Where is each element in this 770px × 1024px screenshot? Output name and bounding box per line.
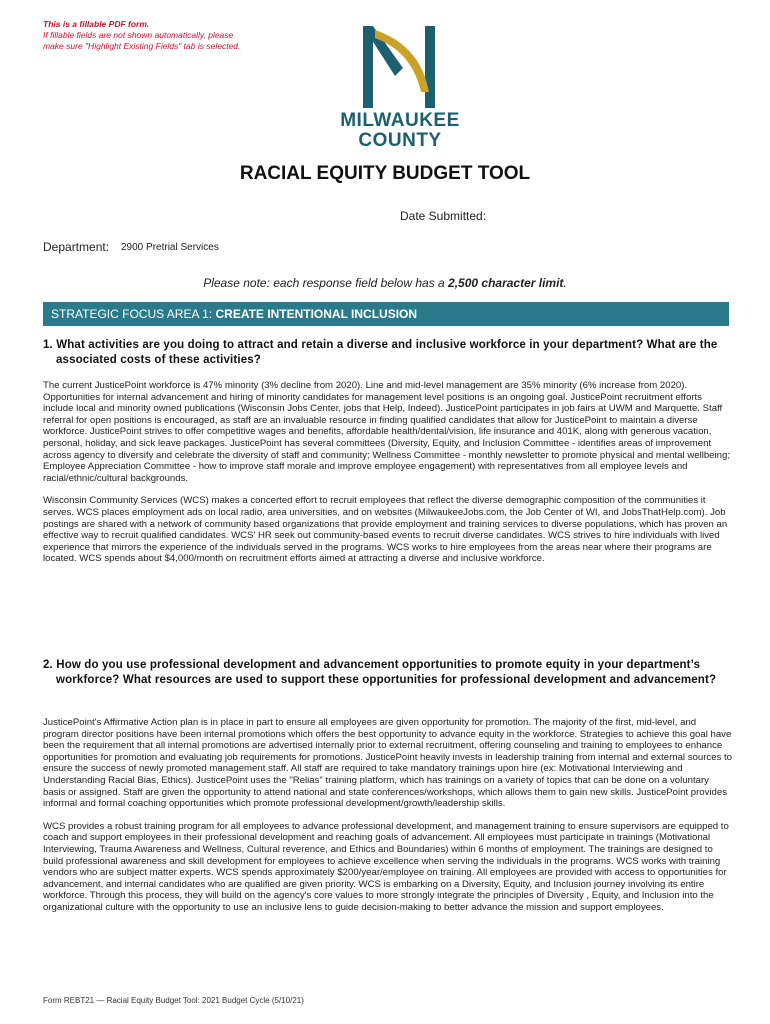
question-2-response-field[interactable] <box>43 717 733 914</box>
question-1-response-field[interactable] <box>43 380 733 565</box>
logo-text-county: COUNTY <box>358 130 442 151</box>
fillable-form-notice <box>43 19 283 52</box>
strategic-focus-banner <box>43 302 729 326</box>
notice-title: This is a fillable PDF form. <box>43 19 150 29</box>
character-limit-note <box>0 276 770 290</box>
focus-area-name: CREATE INTENTIONAL INCLUSION <box>215 307 418 321</box>
department-field[interactable]: 2900 Pretrial Services <box>121 242 219 253</box>
question-1-heading: 1. What activities are you doing to attract and retain a diverse and inclusive workforce in your department? What are the associated costs of these activities? <box>43 339 718 366</box>
question-2-heading: 2. How do you use professional development and advancement opportunities to promote equity in your department’s workforce? What resources are used to support these opportunities for professional development and advancement? <box>43 659 717 686</box>
milwaukee-county-logo <box>330 20 470 168</box>
response-paragraph: The current JusticePoint workforce is 47% minority (3% decline from 2020). Line and mid-level management are 35% minority (6% increase from 2020). Opportunities for internal advancement and hiring of minority candidates for management level positions is an ongoing goal. JusticePoint recruitment efforts include local and minority owned publications (Wisconsin Jobs Center, jobs that Help, Indeed). JusticePoint participates in job fairs at UWM and Marquette. Staff referral for open positions is encouraged, as staff are an invaluable resource in finding qualified candidates that allow for JusticePoint to maintain a diverse workforce. JusticePoint strives to offer competitive wages and benefits, affordable health/dental/vision, life insurance and 401K, along with generous vacation, personal, holiday, and sick leave packages. JusticePoint has several committees (Diversity, Equity, and Inclusion Committee - identifies areas of improvement across agency to diversify and celebrate the diversity of staff and community; Wellness Committee - monthly newsletter to promote physical and mental wellbeing; Employee Appreciation Committee - how to improve staff morale and improve employee engagement) with representatives from all employee levels and racial/ethnic/cultural backgrounds. <box>43 380 730 484</box>
response-paragraph: WCS provides a robust training program for all employees to advance professional development, and management training to ensure supervisors are equipped to coach and support employees in their professional development and reaching goals of advancement. All employees must participate in trainings (Motivational Interviewing, Trauma Awareness and Wellness, Cultural reverence, and Ethics and Boundaries) within 6 months of employment. The trainings are designed to build professional awareness and skill development for employees to achieve excellence when serving the individuals in the programs. WCS works with training vendors who are subject matter experts. WCS spends approximately $200/year/employee on training. All employees are provided with access to opportunities for advancement, and internal candidates who are qualified are given priority. WCS is embarking on a Diversity, Equity, and Inclusion journey involving its entire workforce. Through this process, they will build on the agency's core values to more strongly integrate the principles of Diversity , Equity, and Inclusion into the organizational culture with the opportunity to use an inclusive lens to guide decision-making to better advance the mission and support employees. <box>43 820 729 913</box>
department-label: Department: <box>43 240 110 254</box>
date-submitted-label: Date Submitted: <box>400 209 487 223</box>
response-paragraph: JusticePoint's Affirmative Action plan is in place in part to ensure all employees are given opportunity for promotion. The majority of the first, mid-level, and program director positions have been internal promotions which offers the best opportunity to advance equity in the workforce. Strategies to achieve this goal have been the requirement that all internal promotions are advertised internally prior to external recruitment, offering counseling and training to employees to enhance opportunities for promotion and evaluating job requirements for promotions. JusticePoint heavily invests in leadership training from internal and external sources to ensure the success of newly promoted management staff. All staff are required to take mandatory trainings upon hire (ex: Motivational Interviewing and Understanding Racial Bias, Ethics). JusticePoint uses the "Relias" training platform, which has trainings on a variety of topics that can be done on a voluntary basis or assigned. Staff are given the opportunity to attend national and state conferences/workshops, which allows them to gain new skills. JusticePoint provides informal and formal coaching opportunities which promote professional development/growth/leadership skills. <box>43 717 732 810</box>
logo-text-milwaukee: MILWAUKEE <box>340 110 460 131</box>
page-title: RACIAL EQUITY BUDGET TOOL <box>239 163 531 184</box>
county-m-icon <box>345 20 455 112</box>
focus-area-prefix: STRATEGIC FOCUS AREA 1: <box>51 307 216 321</box>
response-paragraph: Wisconsin Community Services (WCS) makes a concerted effort to recruit employees that reflect the diverse demographic composition of the communities it serves. WCS places employment ads on local radio, area universities, and on websites (MilwaukeeJobs.com, the Job Center of WI, and JobsThatHelp.com). Job postings are shared with a network of community based organizations that provide employment and training services to diverse populations, which has proven an effective way to recruit qualified candidates. WCS' HR seek out community-based events to recruit diverse candidates. WCS strives to hire individuals with lived experience that mirrors the experience of the individuals served in the programs. WCS works to hire employees from the areas near where their programs are located. WCS spends about $4,000/month on recruitment efforts aimed at attracting a diverse and inclusive workforce. <box>43 495 728 565</box>
notice-line: make sure "Highlight Existing Fields" tab is selected. <box>43 41 241 51</box>
form-footer: Form REBT21 — Racial Equity Budget Tool: 2021 Budget Cycle (5/10/21) <box>43 996 304 1005</box>
note-prefix: Please note: each response field below has a <box>203 276 449 290</box>
note-suffix: . <box>563 276 567 290</box>
note-limit: 2,500 character limit <box>448 276 564 290</box>
notice-line: If fillable fields are not shown automatically, please <box>43 30 234 40</box>
